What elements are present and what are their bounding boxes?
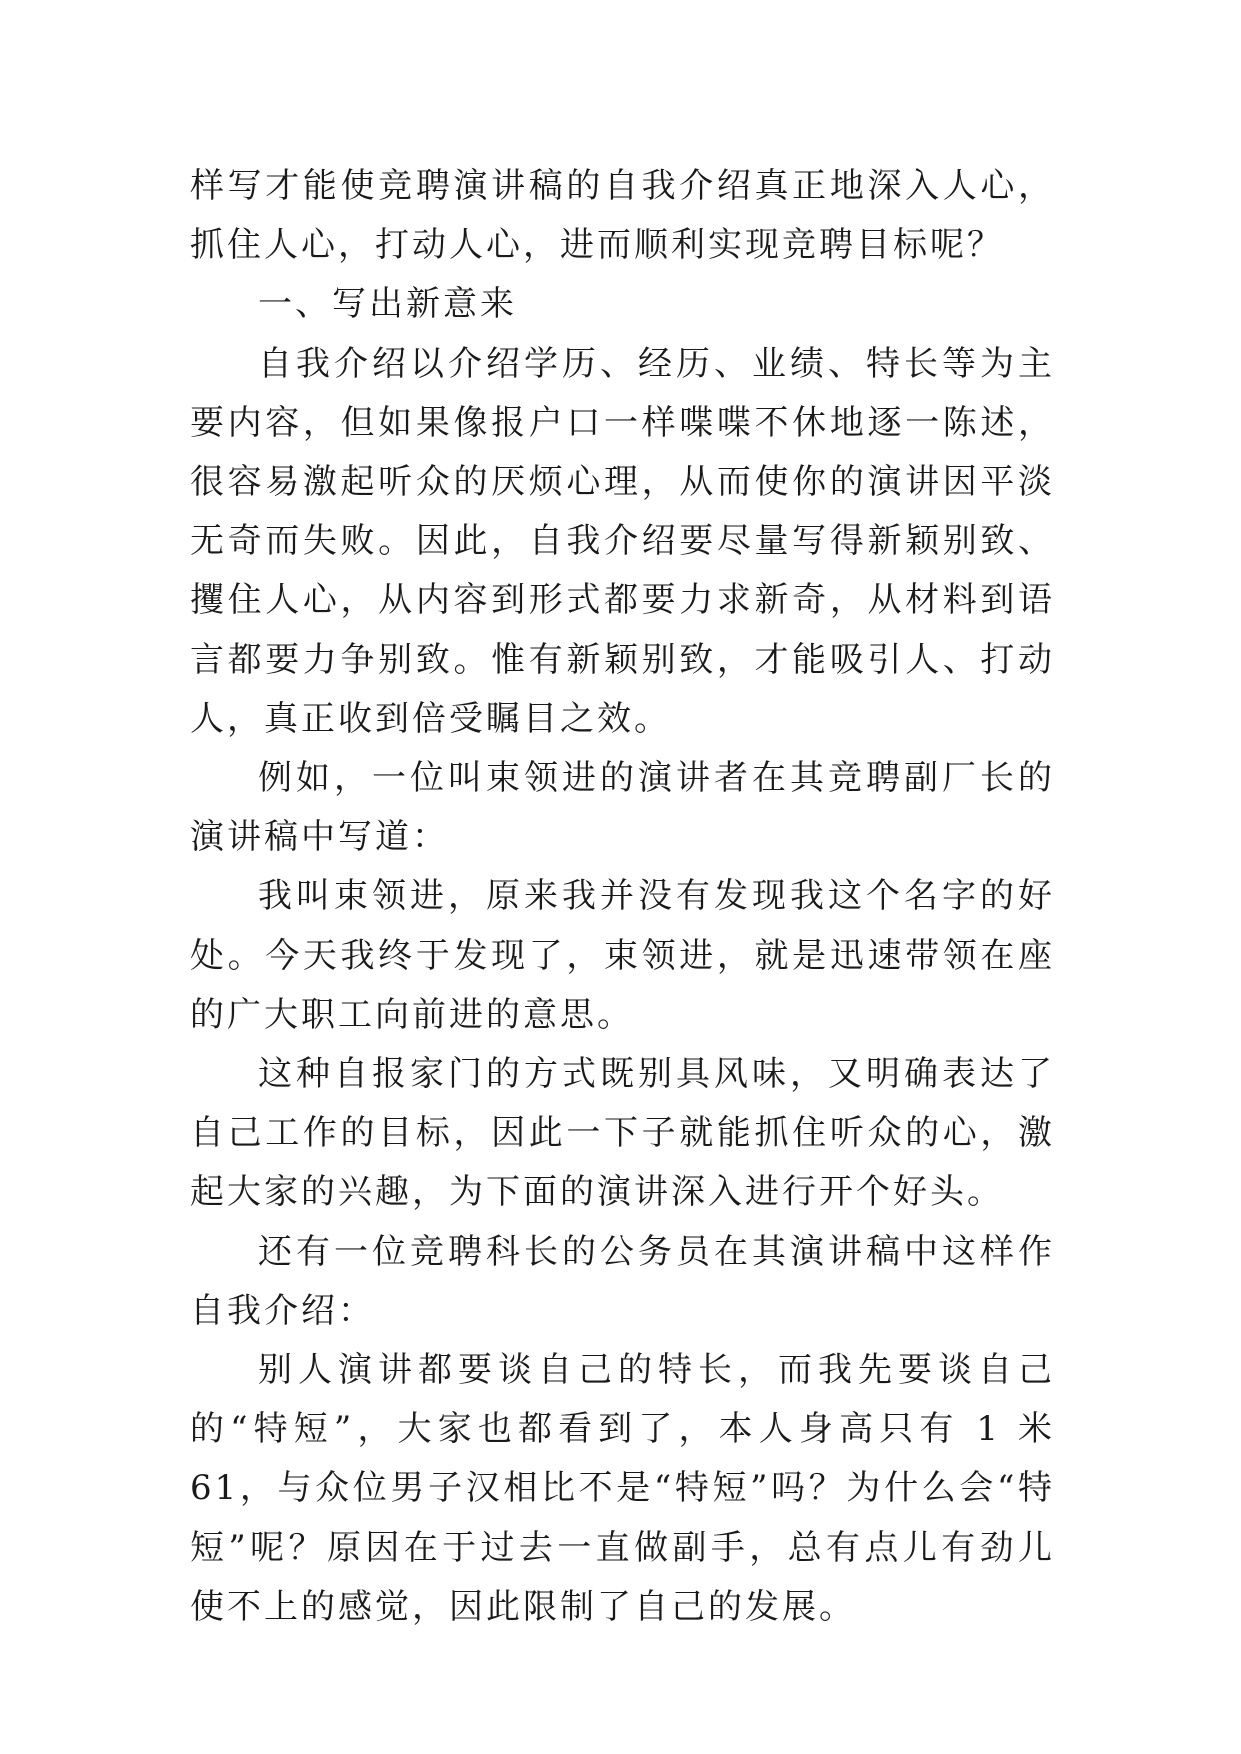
quoted-example: 我叫束领进，原来我并没有发现我这个名字的好处。今天我终于发现了，束领进，就是迅速带领在座的广大职工向前进的意思。 [190, 876, 1055, 1035]
paragraph: 例如，一位叫束领进的演讲者在其竞聘副厂长的演讲稿中写道： [190, 758, 1055, 858]
paragraph: 自我介绍以介绍学历、经历、业绩、特长等为主要内容，但如果像报户口一样喋喋不休地逐一陈述，很容易激起听众的厌烦心理，从而使你的演讲因平淡无奇而失败。因此，自我介绍要尽量写得新颖别致、攫住人心，从内容到形式都要力求新奇，从材料到语言都要力争别致。惟有新颖别致，才能吸引人、打动人，真正收到倍受瞩目之效。 [190, 343, 1055, 739]
section-heading: 一、写出新意来 [258, 284, 517, 325]
paragraph-continuation: 样写才能使竞聘演讲稿的自我介绍真正地深入人心，抓住人心，打动人心，进而顺利实现竞聘目标呢？ [190, 166, 1055, 266]
paragraph: 这种自报家门的方式既别具风味，又明确表达了自己工作的目标，因此一下子就能抓住听众的心，激起大家的兴趣，为下面的演讲深入进行开个好头。 [190, 1054, 1055, 1213]
document-body [190, 157, 1055, 1637]
paragraph: 还有一位竞聘科长的公务员在其演讲稿中这样作自我介绍： [190, 1231, 1055, 1331]
quoted-example: 别人演讲都要谈自己的特长，而我先要谈自己的“特短”，大家也都看到了，本人身高只有 1 米 61，与众位男子汉相比不是“特短”吗？为什么会“特短”呢？原因在于过去一直做副手，总有点儿有劲儿使不上的感觉，因此限制了自己的发展。 [190, 1350, 1055, 1627]
